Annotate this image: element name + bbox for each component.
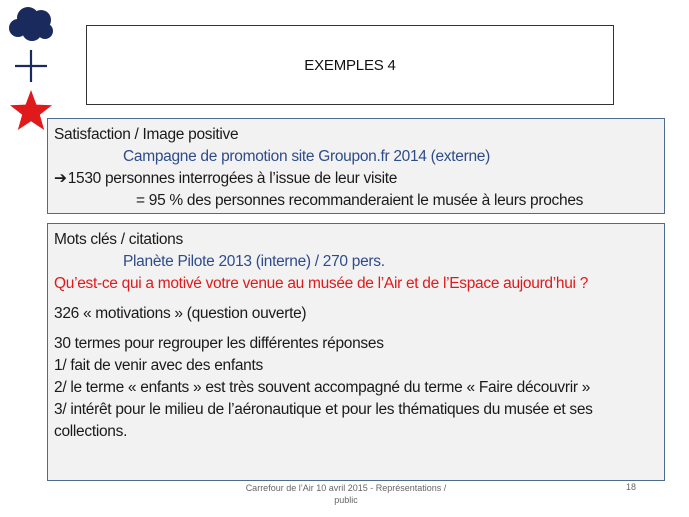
recommendation-result: = 95 % des personnes recommanderaient le musée à leurs proches [136, 192, 584, 209]
finding-3 [54, 399, 658, 443]
finding-1-text: 1/ fait de venir avec des enfants [54, 357, 263, 374]
satisfaction-box [47, 118, 665, 214]
page-number: 18 [626, 482, 637, 492]
terms-summary: 30 termes pour regrouper les différentes réponses [54, 335, 384, 352]
finding-2-suffix: » [577, 379, 591, 396]
finding-2 [54, 377, 658, 399]
finding-3-emphasis: milieu de l’aéronautique [164, 401, 322, 418]
cloud-icon [8, 6, 54, 42]
survey-count-line [54, 168, 658, 190]
arrow-right-icon: ➔ [54, 170, 67, 187]
keywords-box [47, 223, 665, 481]
satisfaction-heading: Satisfaction / Image positive [54, 126, 239, 143]
logo [8, 6, 54, 134]
survey-count-text: 1530 personnes interrogées à l’issue de leur visite [67, 170, 398, 187]
footer-caption: Carrefour de l’Air 10 avril 2015 - Représentations / public [245, 483, 447, 505]
satisfaction-subheading: Campagne de promotion site Groupon.fr 2014 (externe) [123, 148, 490, 165]
finding-2-emphasis: Faire découvrir [478, 379, 578, 396]
finding-3-prefix: 3/ intérêt pour le [54, 401, 165, 418]
keywords-heading: Mots clés / citations [54, 231, 183, 248]
motivations-count: 326 « motivations » (question ouverte) [54, 305, 307, 322]
title-box [86, 25, 614, 105]
finding-2-prefix: 2/ le terme « enfants » est très souvent accompagné du terme « [54, 379, 479, 396]
finding-1 [54, 355, 658, 377]
keywords-subheading: Planète Pilote 2013 (interne) / 270 pers. [123, 253, 385, 270]
survey-question: Qu’est-ce qui a motivé votre venue au musée de l’Air et de l’Espace aujourd’hui ? [54, 275, 589, 292]
finding-3-suffix: et pour les thématiques du musée et ses collections. [54, 401, 593, 440]
plus-icon [8, 48, 54, 84]
slide-title: EXEMPLES 4 [304, 56, 396, 74]
